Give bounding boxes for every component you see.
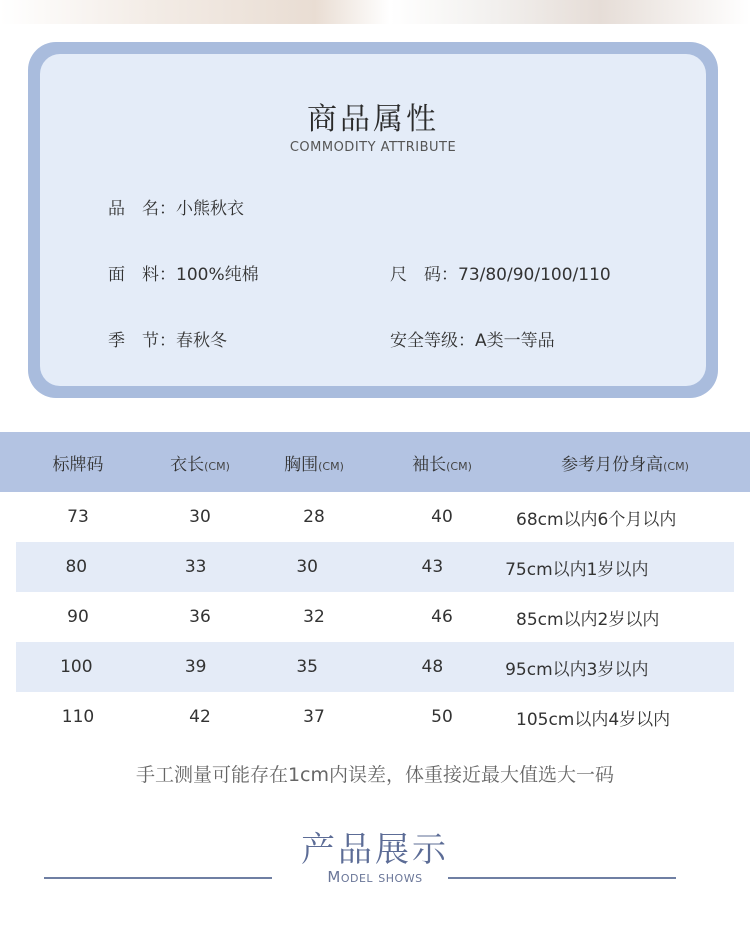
table-cell: 95cm以内3岁以内	[505, 659, 649, 680]
field-material-label: 面 料：	[108, 265, 176, 285]
table-cell: 50	[431, 707, 453, 727]
header-chest	[244, 450, 384, 475]
top-photo-strip	[0, 0, 750, 24]
table-cell: 73	[67, 507, 89, 527]
table-cell: 68cm以内6个月以内	[516, 509, 677, 530]
table-cell: 43	[421, 557, 444, 577]
header-reference-height	[500, 450, 750, 475]
field-product-name	[108, 194, 244, 219]
showcase-title: 产品展示	[301, 830, 449, 870]
table-cell: 36	[189, 607, 211, 627]
header-chest-label: 胸围	[284, 454, 319, 475]
table-cell: 85cm以内2岁以内	[516, 609, 660, 630]
header-sleeve-unit: (CM)	[446, 459, 472, 473]
table-cell: 33	[184, 557, 207, 577]
table-cell: 75cm以内1岁以内	[505, 559, 649, 580]
table-row	[16, 542, 734, 592]
table-cell: 40	[431, 507, 453, 527]
table-cell: 100	[60, 657, 93, 677]
table-cell: 28	[303, 507, 325, 527]
field-season-label: 季 节：	[108, 331, 176, 351]
table-cell: 80	[65, 557, 88, 577]
header-reference-height-unit: (CM)	[663, 459, 689, 473]
table-row	[16, 642, 734, 692]
field-size	[390, 260, 611, 285]
table-cell: 46	[431, 607, 453, 627]
attribute-card-inner	[40, 54, 706, 386]
field-product-name-label: 品 名：	[108, 199, 176, 219]
header-chest-unit: (CM)	[318, 459, 344, 473]
size-table-header	[0, 432, 750, 492]
field-material	[108, 260, 259, 285]
attribute-subtitle: COMMODITY ATTRIBUTE	[289, 140, 457, 155]
field-season	[108, 326, 227, 351]
field-size-value: 73/80/90/100/110	[458, 265, 611, 285]
field-safety-grade	[390, 326, 555, 351]
header-tag-size-label: 标牌码	[52, 454, 104, 475]
table-cell: 39	[184, 657, 207, 677]
field-material-value: 100%纯棉	[176, 265, 259, 285]
header-length	[156, 450, 244, 475]
showcase-subtitle: Model shows	[327, 868, 423, 886]
size-table	[0, 432, 750, 742]
header-reference-height-label: 参考月份身高	[561, 454, 664, 475]
header-sleeve-label: 袖长	[412, 454, 447, 475]
attribute-title: 商品属性	[307, 102, 439, 137]
field-season-value: 春秋冬	[176, 331, 227, 351]
table-cell: 30	[296, 557, 318, 577]
table-cell: 37	[303, 707, 325, 727]
field-product-name-value: 小熊秋衣	[176, 199, 244, 219]
table-cell: 32	[303, 607, 325, 627]
table-row	[0, 692, 750, 742]
table-cell: 48	[421, 657, 444, 677]
field-safety-grade-value: A类一等品	[475, 331, 555, 351]
header-length-label: 衣长	[170, 454, 205, 475]
attribute-card	[28, 42, 718, 398]
table-cell: 30	[189, 507, 211, 527]
table-cell: 90	[67, 607, 89, 627]
header-sleeve	[384, 450, 500, 475]
table-cell: 35	[296, 657, 318, 677]
header-length-unit: (CM)	[204, 459, 230, 473]
table-row	[0, 492, 750, 542]
table-cell: 105cm以内4岁以内	[516, 709, 671, 730]
field-safety-grade-label: 安全等级：	[390, 331, 475, 351]
field-size-label: 尺 码：	[390, 265, 458, 285]
table-row	[0, 592, 750, 642]
table-cell: 110	[61, 707, 95, 727]
measurement-note: 手工测量可能存在1cm内误差，体重接近最大值选大一码	[135, 764, 615, 786]
showcase-divider-right	[448, 877, 676, 879]
table-cell: 42	[189, 707, 211, 727]
header-tag-size	[0, 450, 156, 475]
